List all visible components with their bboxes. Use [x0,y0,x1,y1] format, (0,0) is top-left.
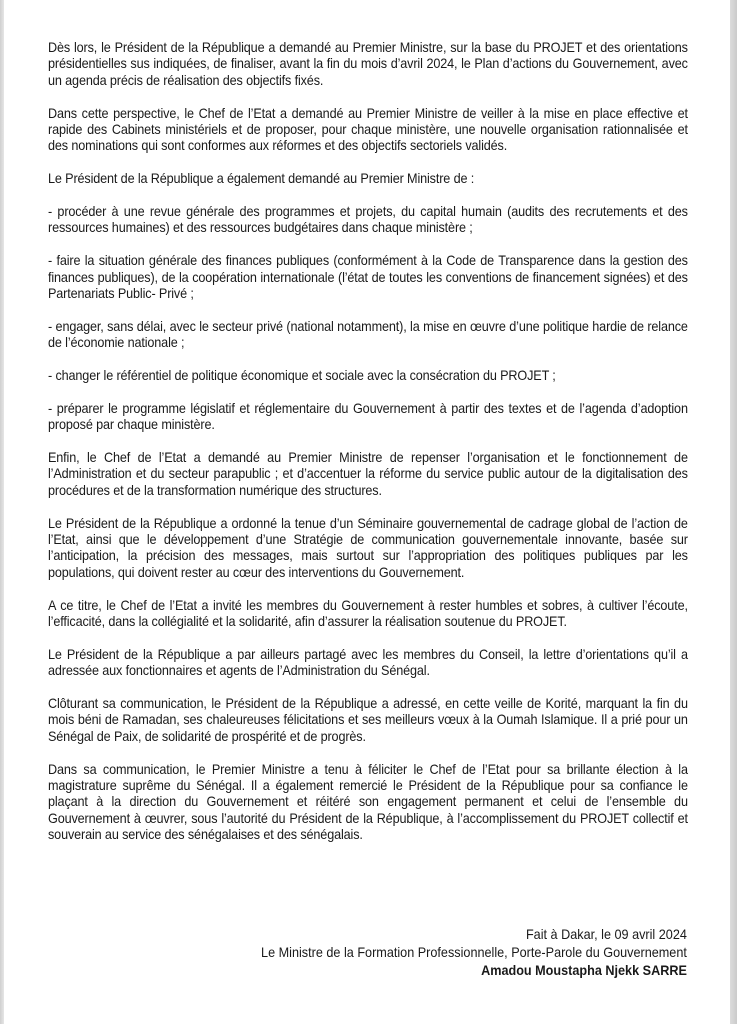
paragraph-korite: Clôturant sa communication, le Président de la République a adressé, en cette veille de Korité, marquant la fin du mois béni de Ramadan, ses chaleureuses félicitations et ses meilleurs vœux à la Oumah Islamique. Il a prié pour un Sénégal de Paix, de solidarité de prospérité et de progrès. [48,696,688,744]
paragraph-seminaire: Le Président de la République a ordonné la tenue d’un Séminaire gouvernemental de cadrage global de l’action de l’Etat, ainsi que le développement d’une Stratégie de communication gouvernementale innovante, basée sur l’anticipation, la précision des messages, mais surtout sur l’appropriation des politiques publiques par les populations, qui doivent rester au cœur des interventions du Gouvernement. [48,515,688,580]
page-right-edge [730,0,737,1024]
list-item-secteur-prive: - engager, sans délai, avec le secteur privé (national notamment), la mise en œuvre d’une politique hardie de relance de l’économie nationale ; [48,318,688,351]
paragraph-premier-ministre: Dans sa communication, le Premier Ministre a tenu à féliciter le Chef de l’Etat pour sa brillante élection à la magistrature suprême du Sénégal. Il a également remercié le Président de la République pour sa confiance le plaçant à la direction du Gouvernement et réitéré son engagement permanent et celui de l’ensemble du Gouvernement à œuvrer, sous l’autorité du Président de la République, à l’accomplissement du PROJET collectif et souverain au service des sénégalaises et des sénégalais. [48,761,688,843]
document-body [48,40,688,860]
list-item-programme-legislatif: - préparer le programme législatif et réglementaire du Gouvernement à partir des textes et de l’agenda d’adoption proposé par chaque ministère. [48,400,688,433]
signature-place-date: Fait à Dakar, le 09 avril 2024 [526,927,687,942]
paragraph-requests-intro: Le Président de la République a également demandé au Premier Ministre de : [48,171,475,187]
signature-name: Amadou Moustapha Njekk SARRE [481,963,687,978]
signature-block [261,926,687,980]
paragraph-cabinets: Dans cette perspective, le Chef de l’Etat a demandé au Premier Ministre de veiller à la mise en place effective et rapide des Cabinets ministériels et de proposer, pour chaque ministère, une nouvelle organisation rationnalisée et des nominations qui sont conformes aux réformes et des objectifs sectoriels validés. [48,105,688,154]
paragraph-plan-actions: Dès lors, le Président de la République a demandé au Premier Ministre, sur la base du PROJET et des orientations présidentielles sus indiquées, de finaliser, avant la fin du mois d’avril 2024, le Plan d’actions du Gouvernement, avec un agenda précis de réalisation des objectifs fixés. [48,40,688,88]
paragraph-lettre-orientations: Le Président de la République a par ailleurs partagé avec les membres du Conseil, la lettre d’orientations qu’il a adressée aux fonctionnaires et agents de l’Administration du Sénégal. [48,646,688,679]
list-item-finances-publiques: - faire la situation générale des finances publiques (conformément à la Code de Transparence dans la gestion des finances publiques), de la coopération internationale (l’état de toutes les conventions de financement signées) et des Partenariats Public- Privé ; [48,253,688,302]
list-item-revue-generale: - procéder à une revue générale des programmes et projets, du capital humain (audits des recrutements et des ressources humaines) et des ressources budgétaires dans chaque ministère ; [48,204,688,236]
signature-title: Le Ministre de la Formation Professionnelle, Porte-Parole du Gouvernement [261,945,687,960]
page-left-edge [0,0,4,1024]
paragraph-membres-gouvernement: A ce titre, le Chef de l’Etat a invité les membres du Gouvernement à rester humbles et sobres, à cultiver l’écoute, l’efficacité, dans la collégialité et la solidarité, afin d’assurer la réalisation soutenue du PROJET. [48,597,688,630]
paragraph-administration: Enfin, le Chef de l’Etat a demandé au Premier Ministre de repenser l’organisation et le fonctionnement de l’Administration et du secteur parapublic ; et d’accentuer la réforme du service public autour de la digitalisation des procédures et de la transformation numérique des structures. [48,450,688,498]
list-item-referentiel: - changer le référentiel de politique économique et sociale avec la consécration du PROJET ; [48,368,556,384]
